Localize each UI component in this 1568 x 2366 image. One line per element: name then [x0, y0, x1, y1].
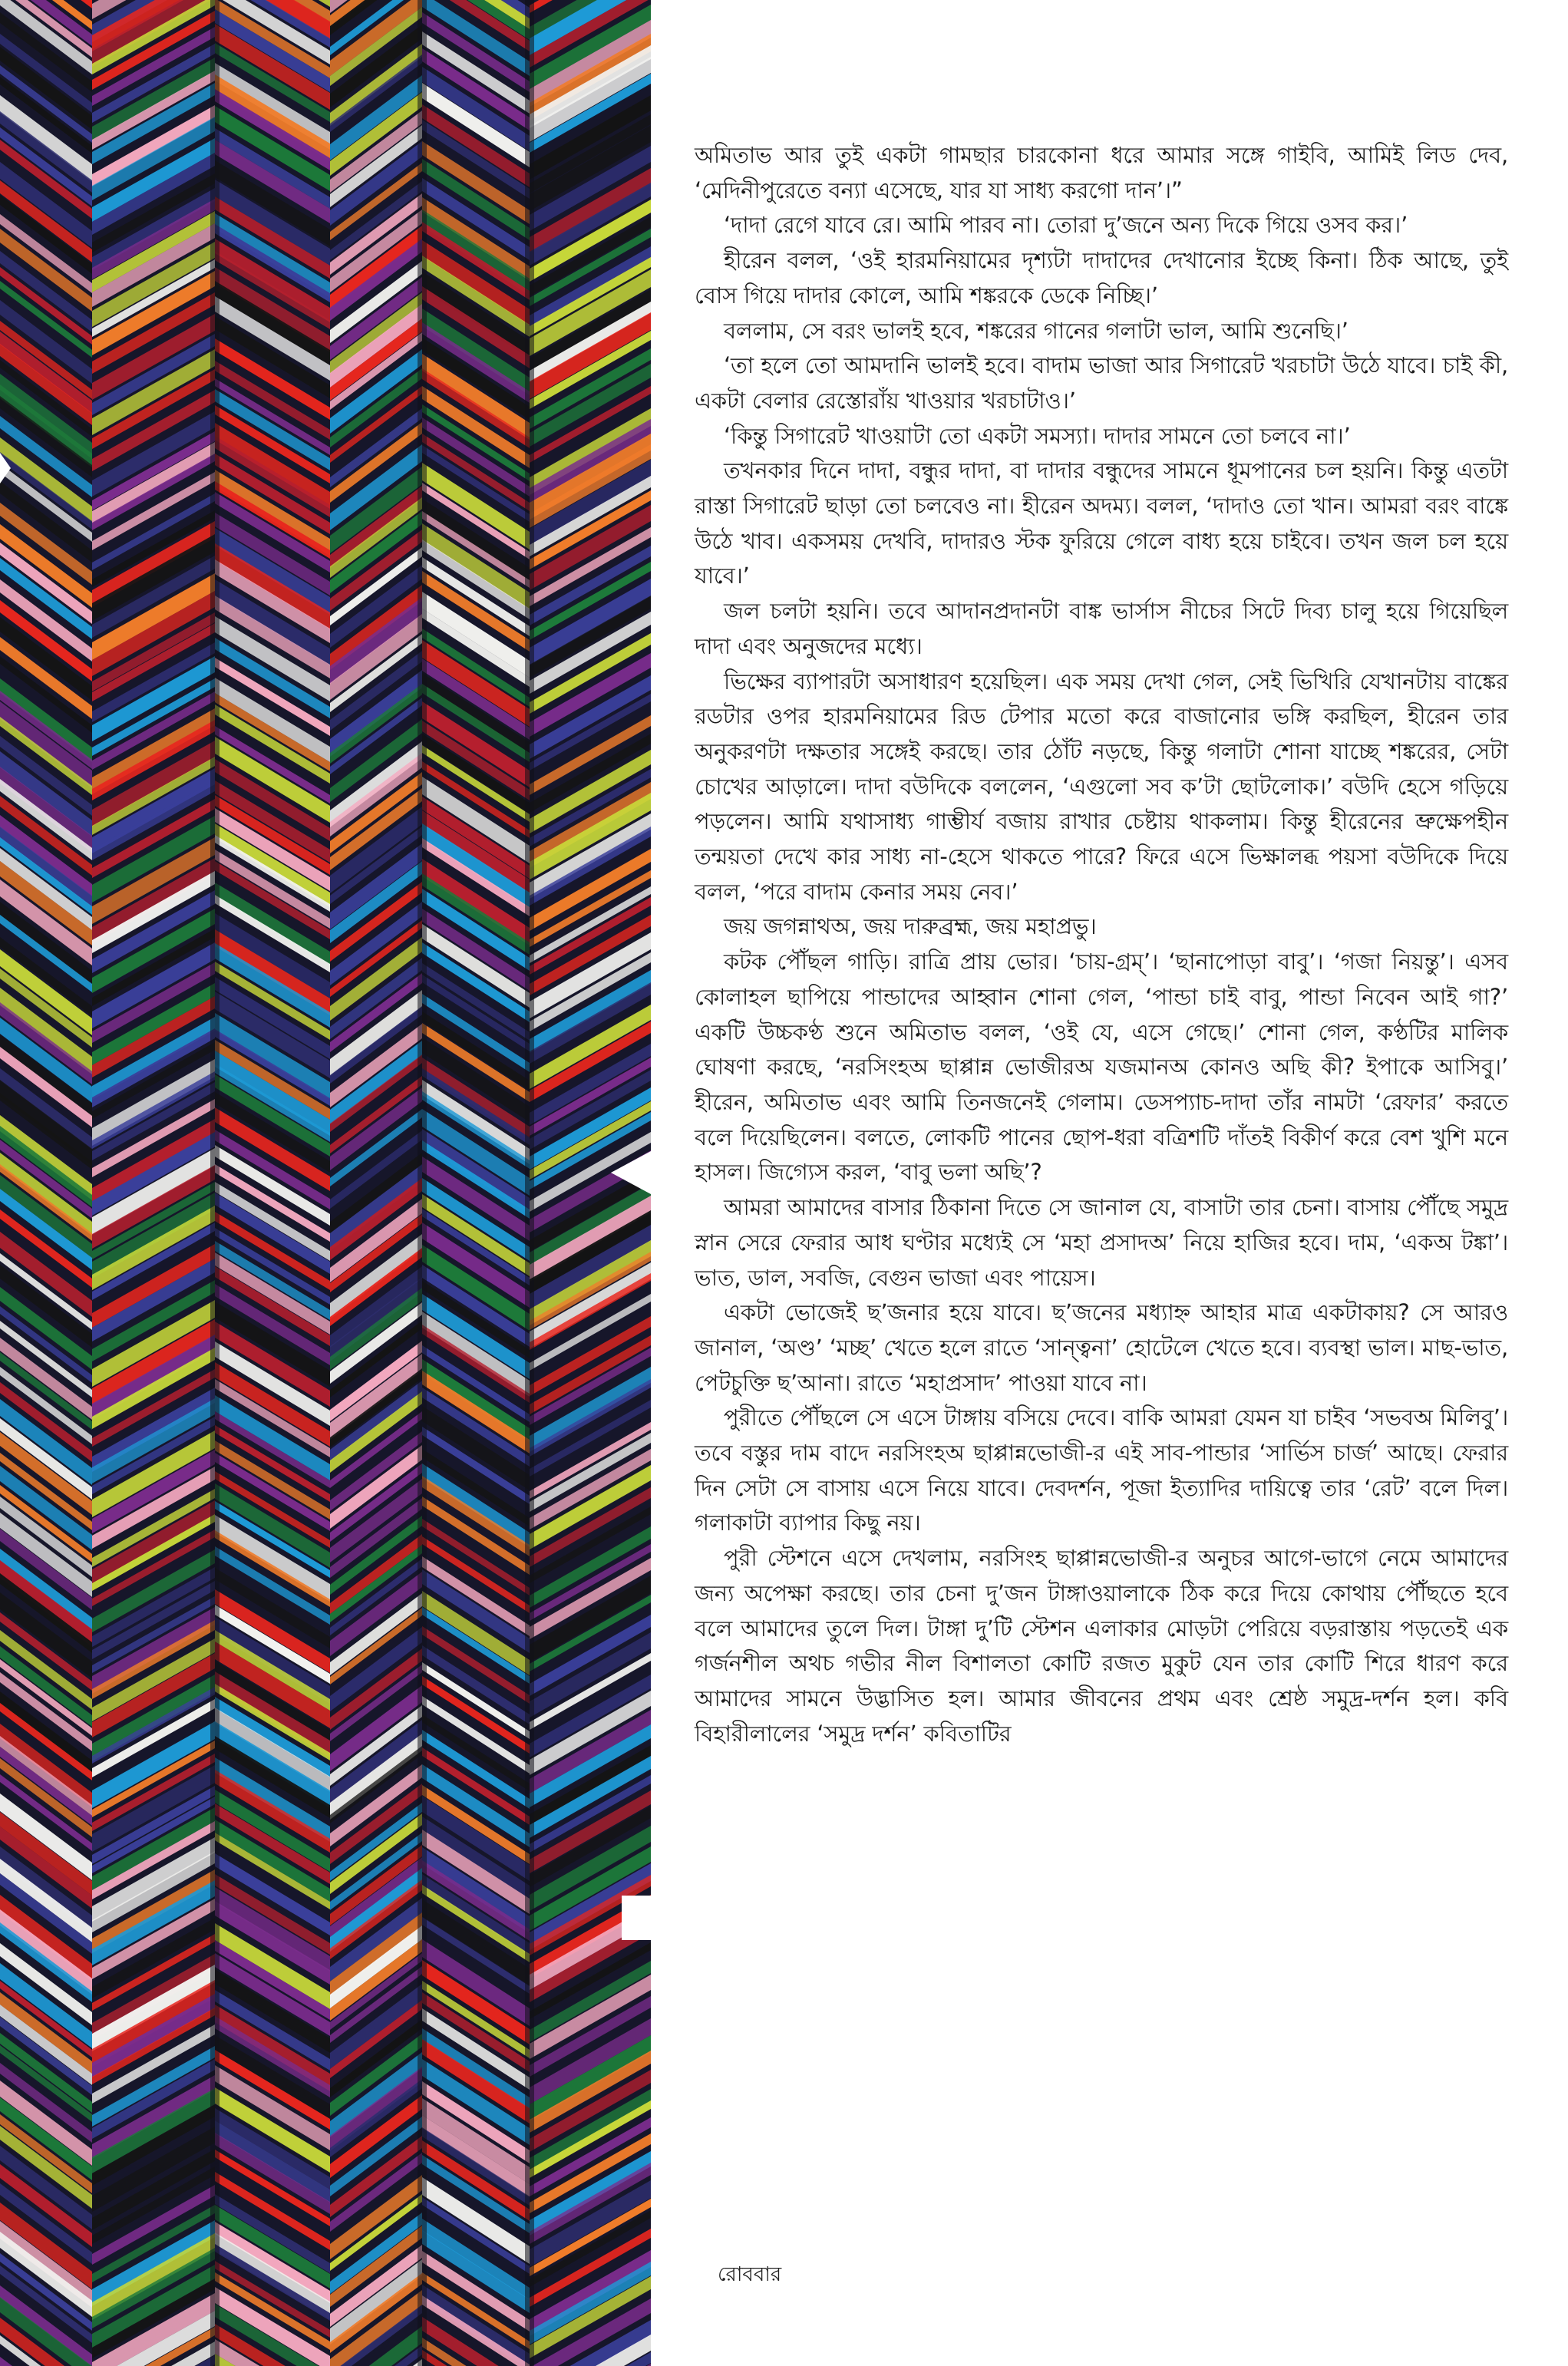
article-paragraph: ভিক্ষের ব্যাপারটা অসাধারণ হয়েছিল। এক সময় দেখা গেল, সেই ভিখিরি যেখানটায় বাঙ্কের রডটার ওপর হারমনিয়ামের রিড টেপার মতো করে বাজানোর ভঙ্গি করছিল, হীরেন তার অনুকরণটা দক্ষতার সঙ্গেই করছে। তার ঠোঁট নড়ছে, কিন্তু গলাটা শোনা যাচ্ছে শঙ্করের, সেটা চোখের আড়ালে। দাদা বউদিকে বললেন, ‘এগুলো সব ক’টা ছোটলোক।’ বউদি হেসে গড়িয়ে পড়লেন। আমি যথাসাধ্য গাম্ভীর্য বজায় রাখার চেষ্টায় থাকলাম। কিন্তু হীরেনের ভ্রুক্ষেপহীন তন্ময়তা দেখে কার সাধ্য না-হেসে থাকতে পারে? ফিরে এসে ভিক্ষালব্ধ পয়সা বউদিকে দিয়ে বলল, ‘পরে বাদাম কেনার সময় নেব।’: [695, 668, 1508, 905]
article-body: [695, 138, 1508, 1751]
textile-separator: [210, 0, 220, 2366]
article-paragraph: বললাম, সে বরং ভালই হবে, শঙ্করের গানের গলাটা ভাল, আমি শুনেছি।’: [724, 317, 1348, 344]
artwork-notch-top: [0, 453, 11, 483]
magazine-footer: রোববার: [718, 2263, 782, 2286]
chevron-textile-artwork: [0, 0, 651, 2366]
textile-separator: [418, 0, 427, 2366]
article-paragraph: একটা ভোজেই ছ’জনার হয়ে যাবে। ছ’জনের মধ্যাহ্ন আহার মাত্র একটাকায়? সে আরও জানাল, ‘অণ্ড’ ‘মচ্ছ’ খেতে হলে রাতে ‘সান্ত্বনা’ হোটেলে খেতে হবে। ব্যবস্থা ভাল। মাছ-ভাত, পেটচুক্তি ছ’আনা। রাতে ‘মহাপ্রসাদ’ পাওয়া যাবে না।: [695, 1299, 1508, 1396]
article-paragraph: পুরী স্টেশনে এসে দেখলাম, নরসিংহ ছাপ্পান্নভোজী-র অনুচর আগে-ভাগে নেমে আমাদের জন্য অপেক্ষা করছে। তার চেনা দু’জন টাঙ্গাওয়ালাকে ঠিক করে দিয়ে কোথায় পৌঁছতে হবে বলে আমাদের তুলে দিল। টাঙ্গা দু’টি স্টেশন এলাকার মোড়টা পেরিয়ে বড়রাস্তায় পড়তেই এক গর্জনশীল অথচ গভীর নীল বিশালতা কোটি রজত মুকুট যেন তার কোটি শিরে ধারণ করে আমাদের সামনে উদ্ভাসিত হল। আমার জীবনের প্রথম এবং শ্রেষ্ঠ সমুদ্র-দর্শন হল। কবি বিহারীলালের ‘সমুদ্র দর্শন’ কবিতাটির: [695, 1545, 1508, 1747]
article-paragraph: ‘তা হলে তো আমদানি ভালই হবে। বাদাম ভাজা আর সিগারেট খরচাটা উঠে যাবে। চাই কী, একটা বেলার রেস্তোরাঁয় খাওয়ার খরচাটাও।’: [695, 352, 1508, 414]
article-paragraph: হীরেন বলল, ‘ওই হারমনিয়ামের দৃশ্যটা দাদাদের দেখানোর ইচ্ছে কিনা। ঠিক আছে, তুই বোস গিয়ে দাদার কোলে, আমি শঙ্করকে ডেকে নিচ্ছি।’: [695, 247, 1508, 309]
article-paragraph: আমরা আমাদের বাসার ঠিকানা দিতে সে জানাল যে, বাসাটা তার চেনা। বাসায় পৌঁছে সমুদ্র স্নান সেরে ফেরার আধ ঘণ্টার মধ্যেই সে ‘মহা প্রসাদঅ’ নিয়ে হাজির হবে। দাম, ‘একঅ টঙ্কা’। ভাত, ডাল, সবজি, বেগুন ভাজা এবং পায়েস।: [695, 1194, 1508, 1291]
artwork-canvas: [0, 0, 651, 2366]
article-paragraph: কটক পৌঁছল গাড়ি। রাত্রি প্রায় ভোর। ‘চায়-গ্রম্’। ‘ছানাপোড়া বাবু’। ‘গজা নিয়ন্তু’। এসব কোলাহল ছাপিয়ে পান্ডাদের আহ্বান শোনা গেল, ‘পান্ডা চাই বাবু, পান্ডা নিবেন আই গা?’ একটি উচ্চকণ্ঠ শুনে অমিতাভ বলল, ‘ওই যে, এসে গেছে।’ শোনা গেল, কণ্ঠটির মালিক ঘোষণা করছে, ‘নরসিংহঅ ছাপ্পান্ন ভোজীরঅ যজমানঅ কোনও অছি কী? ইপাকে আসিবু।’ হীরেন, অমিতাভ এবং আমি তিনজনেই গেলাম। ডেসপ্যাচ-দাদা তাঁর নামটা ‘রেফার’ করতে বলে দিয়েছিলেন। বলতে, লোকটি পানের ছোপ-ধরা বত্রিশটি দাঁতই বিকীর্ণ করে বেশ খুশি মনে হাসল। জিগ্যেস করল, ‘বাবু ভলা অছি’?: [695, 949, 1508, 1186]
article-paragraph: জল চলটা হয়নি। তবে আদানপ্রদানটা বাঙ্ক ভার্সাস নীচের সিটে দিব্য চালু হয়ে গিয়েছিল দাদা এবং অনুজদের মধ্যে।: [695, 598, 1508, 659]
artwork-notch-bottom: [622, 1896, 651, 1940]
article-paragraph: পুরীতে পৌঁছলে সে এসে টাঙ্গায় বসিয়ে দেবে। বাকি আমরা যেমন যা চাইব ‘সভবঅ মিলিবু’। তবে বস্তুর দাম বাদে নরসিংহঅ ছাপ্পান্নভোজী-র এই সাব-পান্ডার ‘সার্ভিস চার্জ’ আছে। ফেরার দিন সেটা সে বাসায় এসে নিয়ে যাবে। দেবদর্শন, পূজা ইত্যাদির দায়িত্বে তার ‘রেট’ বলে দিল। গলাকাটা ব্যাপার কিছু নয়।: [695, 1404, 1508, 1536]
article-paragraph: তখনকার দিনে দাদা, বন্ধুর দাদা, বা দাদার বন্ধুদের সামনে ধূমপানের চল হয়নি। কিন্তু এতটা রাস্তা সিগারেট ছাড়া তো চলবেও না। হীরেন অদম্য। বলল, ‘দাদাও তো খান। আমরা বরং বাঙ্কে উঠে খাব। একসময় দেখবি, দাদারও স্টক ফুরিয়ে গেলে বাধ্য হয়ে চাইবে। তখন জল চল হয়ে যাবে।’: [695, 457, 1508, 589]
article-paragraph: ‘কিন্তু সিগারেট খাওয়াটা তো একটা সমস্যা। দাদার সামনে তো চলবে না।’: [724, 422, 1351, 449]
article-paragraph: অমিতাভ আর তুই একটা গামছার চারকোনা ধরে আমার সঙ্গে গাইবি, আমিই লিড দেব, ‘মেদিনীপুরেতে বন্যা এসেছে, যার যা সাধ্য করগো দান’।”: [695, 142, 1508, 203]
article-paragraph: ‘দাদা রেগে যাবে রে। আমি পারব না। তোরা দু’জনে অন্য দিকে গিয়ে ওসব কর।’: [724, 212, 1408, 239]
textile-separator: [525, 0, 534, 2366]
artwork-notch-middle: [611, 1151, 651, 1194]
article-paragraph: জয় জগন্নাথঅ, জয় দারুব্রহ্ম, জয় মহাপ্রভু।: [724, 913, 1097, 940]
